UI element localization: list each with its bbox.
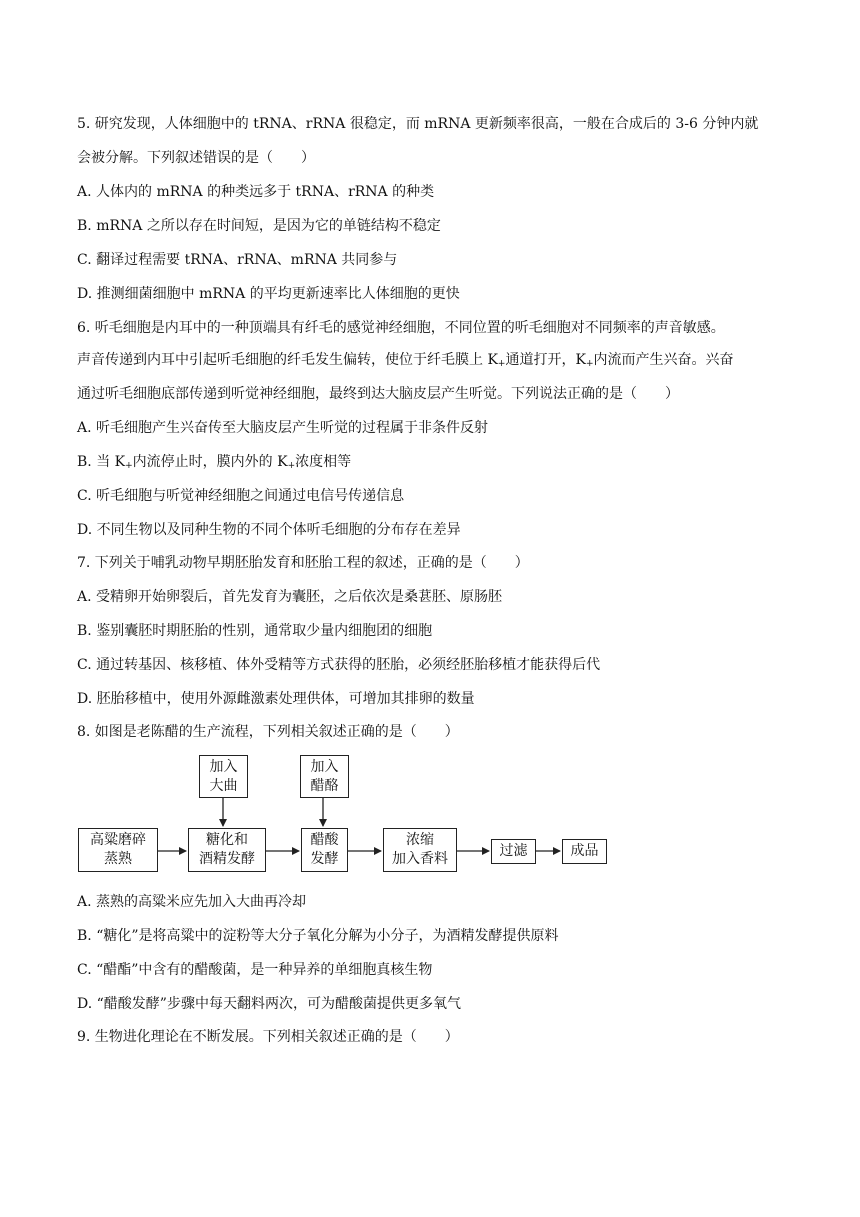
q8-option-c: C. “醋酯”中含有的醋酸菌，是一种异养的单细胞真核生物 — [77, 962, 433, 978]
flow-step-sorghum: 高粱磨碎 蒸熟 — [78, 828, 158, 872]
q5-stem-line2: 会被分解。下列叙述错误的是（ ） — [77, 150, 315, 166]
q7-option-c: C. 通过转基因、核移植、体外受精等方式获得的胚胎，必须经胚胎移植才能获得后代 — [77, 657, 601, 673]
flow-step-concentrate: 浓缩 加入香料 — [383, 828, 457, 872]
flow-step-product: 成品 — [562, 839, 607, 864]
q6-stem-line3: 通过听毛细胞底部传递到听觉神经细胞，最终到达大脑皮层产生听觉。下列说法正确的是（ ） — [77, 386, 679, 402]
q6-stem-line1: 6. 听毛细胞是内耳中的一种顶端具有纤毛的感觉神经细胞，不同位置的听毛细胞对不同频率的声音敏感。 — [77, 320, 725, 336]
q6-option-d: D. 不同生物以及同种生物的不同个体听毛细胞的分布存在差异 — [77, 522, 461, 538]
q8-option-a: A. 蒸熟的高粱米应先加入大曲再冷却 — [77, 894, 307, 910]
flow-add-daqu: 加入 大曲 — [199, 755, 248, 798]
q9-stem: 9. 生物进化理论在不断发展。下列相关叙述正确的是（ ） — [77, 1029, 459, 1045]
flow-step-saccharification: 糖化和 酒精发酵 — [188, 828, 266, 872]
q6-stem-line2: 声音传递到内耳中引起听毛细胞的纤毛发生偏转，使位于纤毛膜上 $K_+$通道打开，$K_+$内流而产生兴奋。兴奋 — [77, 352, 734, 369]
q5-option-a: A. 人体内的 mRNA 的种类远多于 tRNA、rRNA 的种类 — [77, 184, 435, 200]
flow-step-acetic-fermentation: 醋酸 发酵 — [301, 828, 348, 872]
q8-option-b: B. “糖化”是将高粱中的淀粉等大分子氧化分解为小分子，为酒精发酵提供原料 — [77, 928, 559, 944]
q6-option-b: B. 当 $K_+$内流停止时，膜内外的 $K_+$浓度相等 — [77, 454, 352, 471]
q5-option-c: C. 翻译过程需要 tRNA、rRNA、mRNA 共同参与 — [77, 252, 398, 268]
q8-option-d: D. “醋酸发酵”步骤中每天翻料两次，可为醋酸菌提供更多氧气 — [77, 996, 461, 1012]
flow-step-filter: 过滤 — [491, 839, 536, 864]
q5-option-b: B. mRNA 之所以存在时间短，是因为它的单链结构不稳定 — [77, 218, 441, 234]
q7-option-b: B. 鉴别囊胚时期胚胎的性别，通常取少量内细胞团的细胞 — [77, 623, 433, 639]
q5-stem-line1: 5. 研究发现，人体细胞中的 tRNA、rRNA 很稳定，而 mRNA 更新频率很高，一般在合成后的 3-6 分钟内就 — [77, 116, 759, 132]
q8-stem: 8. 如图是老陈醋的生产流程，下列相关叙述正确的是（ ） — [77, 724, 459, 740]
q6-option-a: A. 听毛细胞产生兴奋传至大脑皮层产生听觉的过程属于非条件反射 — [77, 420, 489, 436]
q7-option-a: A. 受精卵开始卵裂后，首先发育为囊胚，之后依次是桑葚胚、原肠胚 — [77, 589, 503, 605]
q5-option-d: D. 推测细菌细胞中 mRNA 的平均更新速率比人体细胞的更快 — [77, 286, 460, 302]
flow-add-cuzhe: 加入 醋酪 — [300, 755, 349, 798]
q6-option-c: C. 听毛细胞与听觉神经细胞之间通过电信号传递信息 — [77, 488, 405, 504]
q7-stem: 7. 下列关于哺乳动物早期胚胎发育和胚胎工程的叙述，正确的是（ ） — [77, 555, 529, 571]
q7-option-d: D. 胚胎移植中，使用外源雌激素处理供体，可增加其排卵的数量 — [77, 691, 475, 707]
